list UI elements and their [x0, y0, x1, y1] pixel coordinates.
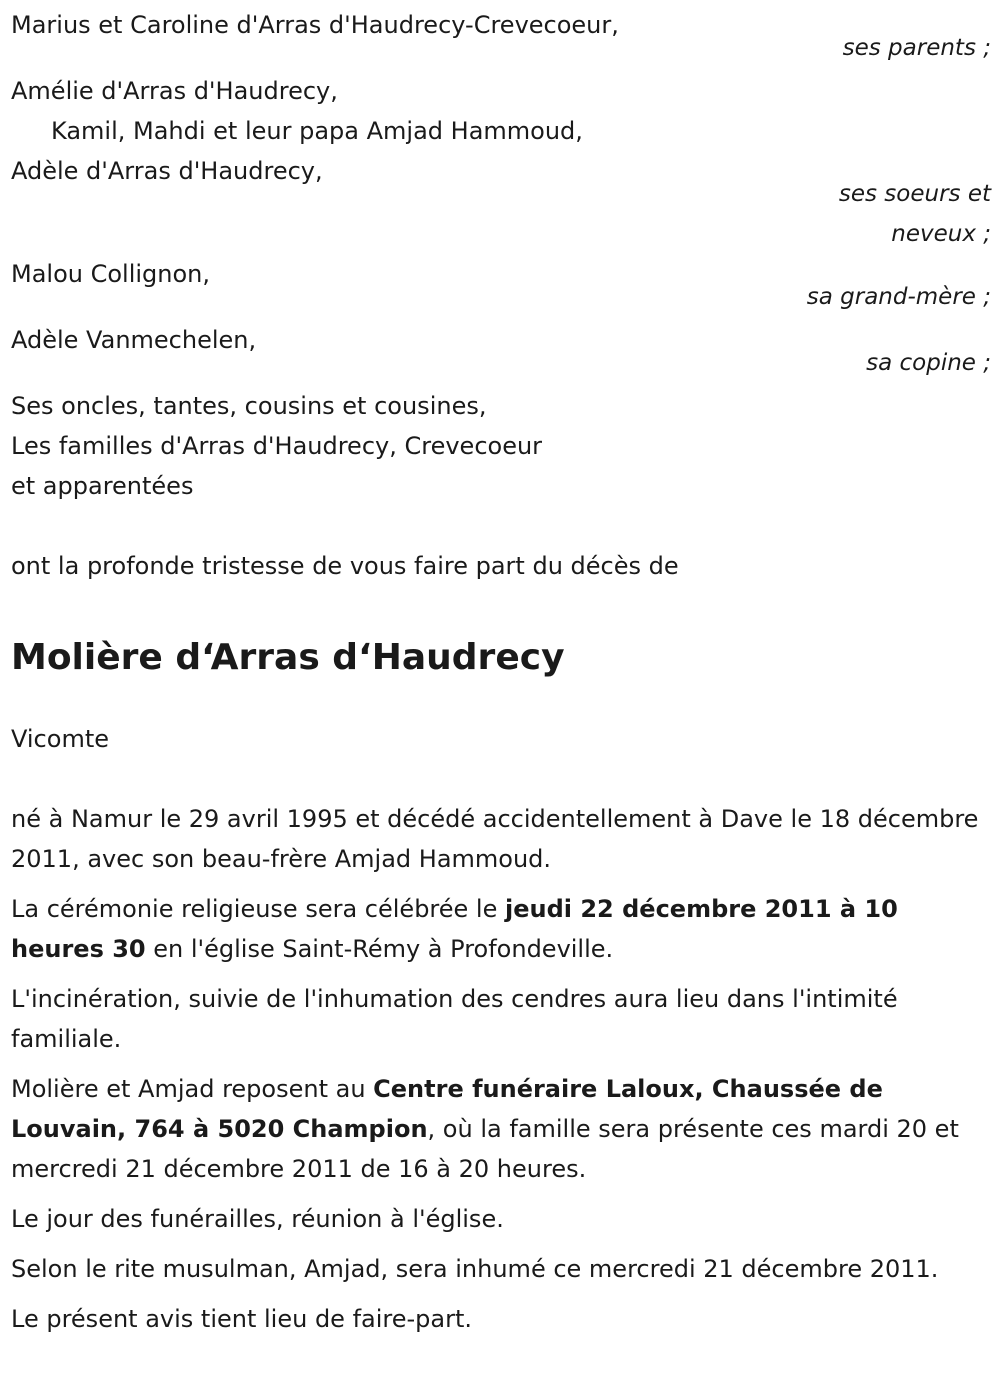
parents-role: ses parents ;	[842, 35, 991, 61]
rest-text-pre: Molière et Amjad reposent au	[11, 1075, 374, 1103]
muslim-rite-paragraph: Selon le rite musulman, Amjad, sera inhumé ce mercredi 21 décembre 2011.	[11, 1255, 939, 1283]
relatives-group	[11, 386, 991, 506]
deceased-name: Molière d‘Arras d‘Haudrecy	[11, 637, 565, 678]
ceremony-date: jeudi 22 décembre 2011 à 10 heures 30	[11, 895, 898, 963]
obituary-notice	[11, 0, 991, 1349]
deceased-title: Vicomte	[11, 725, 109, 753]
nephews-line: Kamil, Mahdi et leur papa Amjad Hammoud,	[51, 117, 583, 145]
ceremony-paragraph	[11, 889, 991, 969]
parents-names: Marius et Caroline d'Arras d'Haudrecy-Crevecoeur,	[11, 11, 619, 39]
grandmother-role: sa grand-mère ;	[806, 284, 991, 310]
rest-place-paragraph	[11, 1069, 991, 1189]
sister-amelie: Amélie d'Arras d'Haudrecy,	[11, 77, 338, 105]
siblings-group	[11, 71, 991, 254]
ceremony-text-pre: La cérémonie religieuse sera célébrée le	[11, 895, 505, 923]
sister-adele: Adèle d'Arras d'Haudrecy,	[11, 157, 323, 185]
siblings-role-line1: ses soeurs et	[838, 181, 991, 207]
girlfriend-name: Adèle Vanmechelen,	[11, 326, 257, 354]
rest-text-post: , où la famille sera présente ces mardi 20 et mercredi 21 décembre 2011 de 16 à 20 heures.	[11, 1115, 959, 1183]
funeral-day-paragraph: Le jour des funérailles, réunion à l'église.	[11, 1205, 504, 1233]
relatives-line-1: Ses oncles, tantes, cousins et cousines,	[11, 392, 487, 420]
ceremony-text-post: en l'église Saint-Rémy à Profondeville.	[145, 935, 614, 963]
announcement-text: ont la profonde tristesse de vous faire part du décès de	[11, 552, 679, 580]
grandmother-name: Malou Collignon,	[11, 260, 211, 288]
relatives-line-3: et apparentées	[11, 472, 194, 500]
girlfriend-group	[11, 320, 991, 383]
incineration-paragraph: L'incinération, suivie de l'inhumation des cendres aura lieu dans l'intimité familiale.	[11, 985, 898, 1053]
girlfriend-role: sa copine ;	[866, 350, 991, 376]
relatives-line-2: Les familles d'Arras d'Haudrecy, Crevecoeur	[11, 432, 543, 460]
grandmother-group	[11, 254, 991, 317]
birth-death-paragraph: né à Namur le 29 avril 1995 et décédé accidentellement à Dave le 18 décembre 2011, avec son beau-frère Amjad Hammoud.	[11, 805, 979, 873]
notice-paragraph: Le présent avis tient lieu de faire-part.	[11, 1305, 473, 1333]
funeral-center-address: Centre funéraire Laloux, Chaussée de Louvain, 764 à 5020 Champion	[11, 1075, 883, 1143]
parents-group	[11, 0, 991, 68]
siblings-role-line2: neveux ;	[891, 221, 991, 247]
